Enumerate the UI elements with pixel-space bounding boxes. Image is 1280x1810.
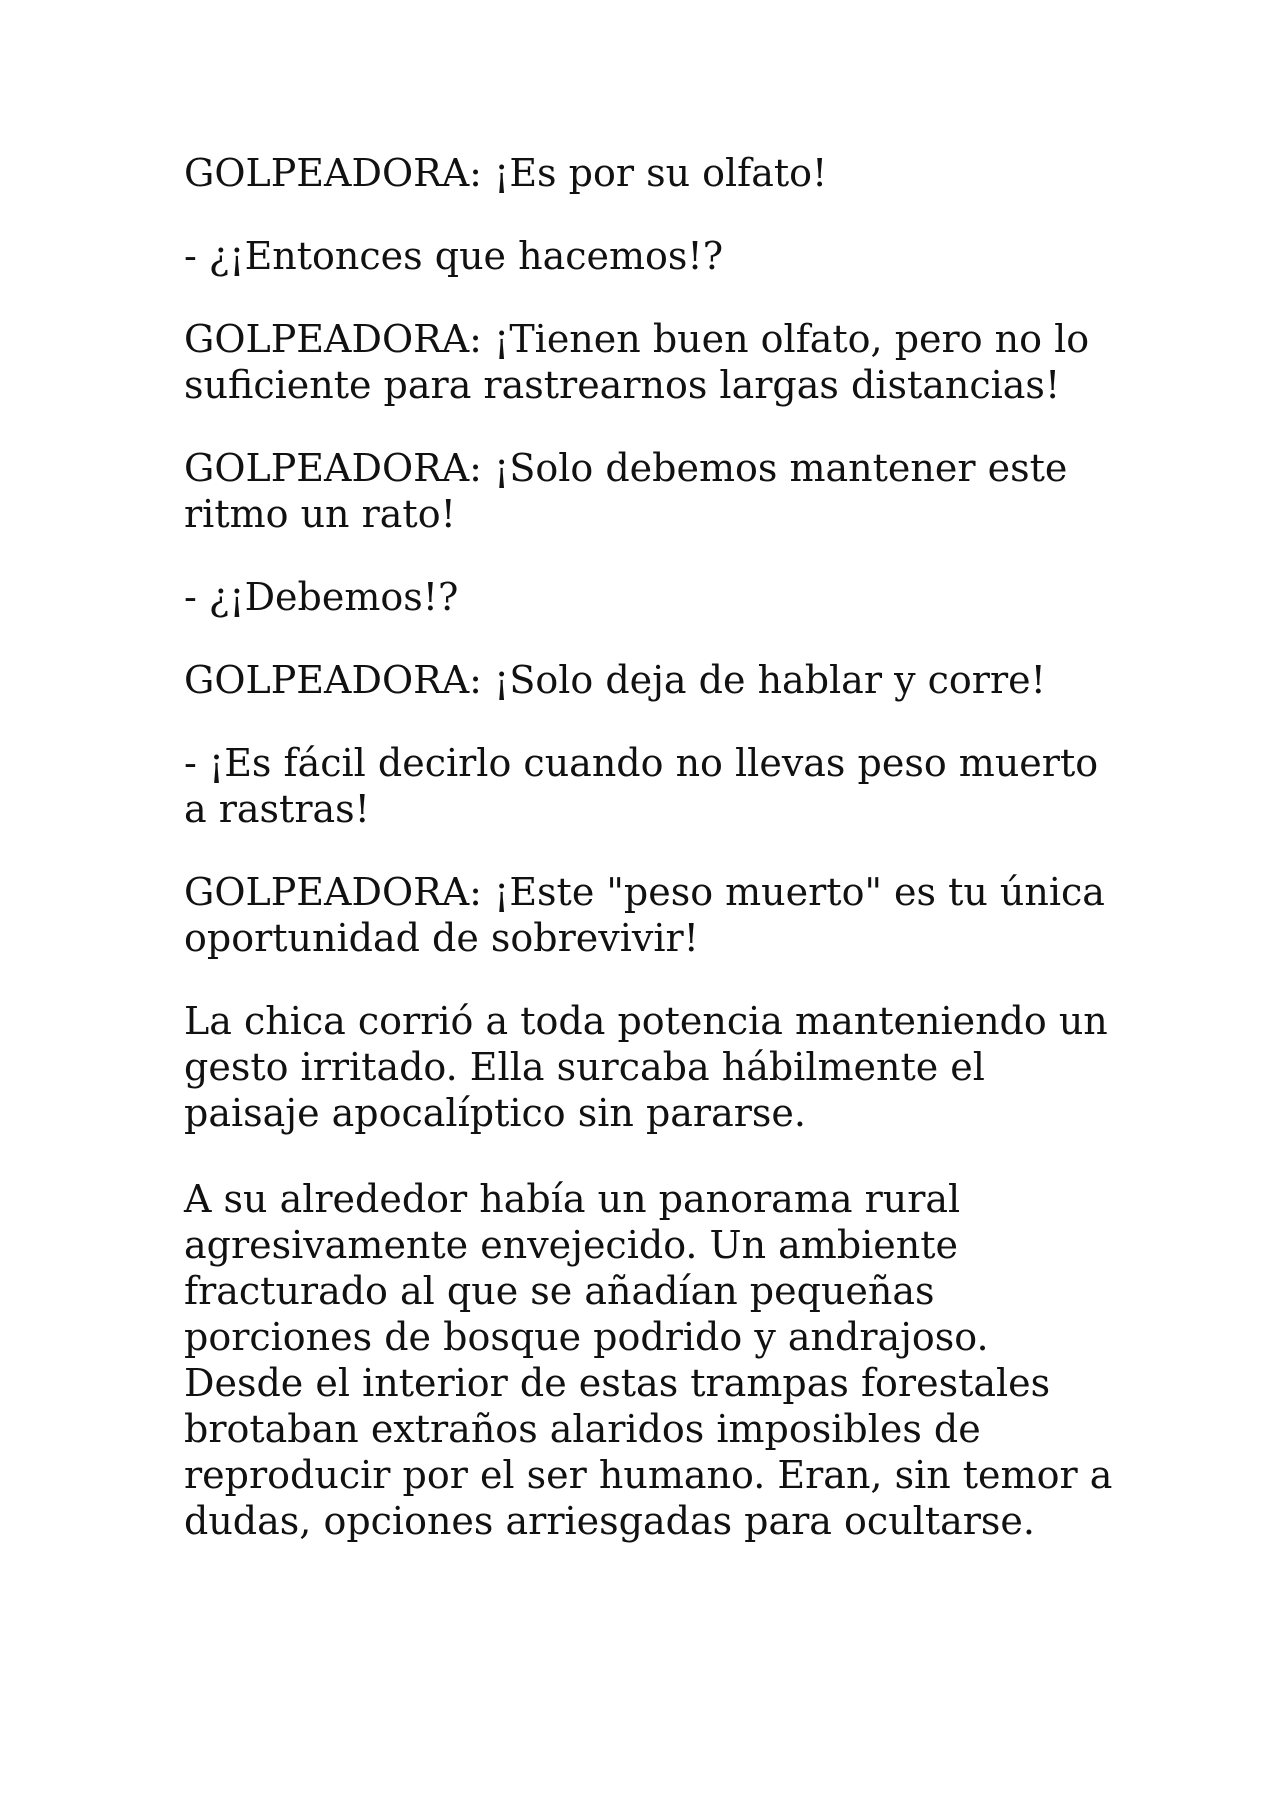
narrative-paragraph: A su alrededor había un panorama rural agresivamente envejecido. Un ambiente fracturado al que se añadían pequeñas porciones de bosque podrido y andrajoso. Desde el interior de estas trampas forestales brotaban extraños alaridos imposibles de reproducir por el ser humano. Eran, sin temor a dudas, opciones arriesgadas para ocultarse. bbox=[184, 1177, 1113, 1543]
dialogue-line: - ¡Es fácil decirlo cuando no llevas peso muerto a rastras! bbox=[184, 741, 1099, 831]
narrative-paragraph: La chica corrió a toda potencia manteniendo un gesto irritado. Ella surcaba hábilmente el paisaje apocalíptico sin pararse. bbox=[184, 999, 1108, 1135]
dialogue-line: GOLPEADORA: ¡Solo debemos mantener este ritmo un rato! bbox=[184, 446, 1068, 536]
document-body bbox=[184, 150, 1114, 1581]
dialogue-line: - ¿¡Entonces que hacemos!? bbox=[184, 234, 724, 278]
dialogue-line: - ¿¡Debemos!? bbox=[184, 575, 459, 619]
dialogue-line: GOLPEADORA: ¡Solo deja de hablar y corre! bbox=[184, 658, 1046, 702]
dialogue-line: GOLPEADORA: ¡Este "peso muerto" es tu única oportunidad de sobrevivir! bbox=[184, 870, 1105, 960]
dialogue-line: GOLPEADORA: ¡Tienen buen olfato, pero no lo suficiente para rastrearnos largas distancias! bbox=[184, 317, 1090, 407]
dialogue-line: GOLPEADORA: ¡Es por su olfato! bbox=[184, 151, 828, 195]
